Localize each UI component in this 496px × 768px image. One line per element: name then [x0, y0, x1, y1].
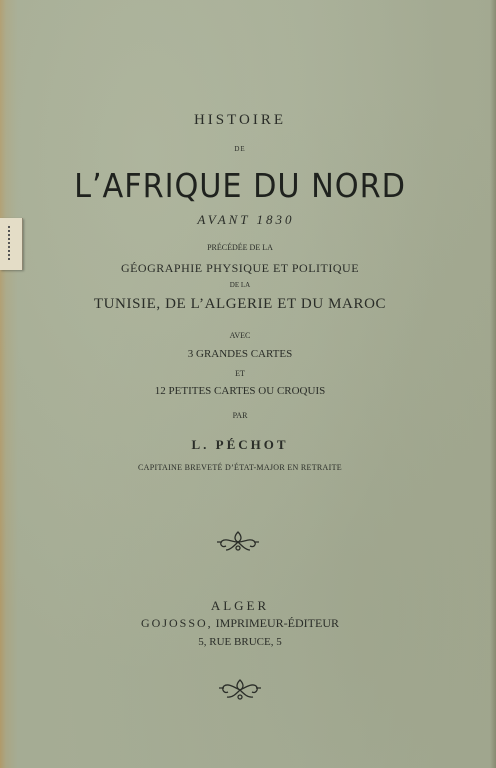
city-text: ALGER	[210, 598, 270, 613]
heading-de: DE	[234, 145, 246, 153]
publisher-name: GOJOSSO,	[140, 616, 213, 630]
preceded-text: PRÉCÉDÉE DE LA	[207, 243, 273, 252]
countries-text: TUNISIE, DE L’ALGERIE ET DU MAROC	[93, 296, 387, 312]
page-title: L’AFRIQUE DU NORD	[74, 166, 406, 205]
with-text: AVEC	[229, 331, 251, 340]
heading-histoire: HISTOIRE	[193, 112, 287, 128]
subtitle: AVANT 1830	[197, 212, 295, 227]
page-edge-shadow	[490, 0, 496, 768]
publisher-line	[0, 616, 480, 631]
floral-ornament-icon	[214, 528, 262, 556]
small-maps-text: 12 PETITES CARTES OU CROQUIS	[154, 385, 326, 397]
author-name: L. PÉCHOT	[191, 437, 289, 452]
author-title: CAPITAINE BREVETÉ D’ÉTAT-MAJOR EN RETRAITE	[138, 463, 342, 472]
publisher-role: IMPRIMEUR-ÉDITEUR	[215, 616, 339, 630]
large-maps-text: 3 GRANDES CARTES	[187, 348, 293, 360]
by-text: PAR	[232, 411, 248, 420]
floral-ornament-icon	[217, 675, 263, 703]
geography-text: GÉOGRAPHIE PHYSIQUE ET POLITIQUE	[120, 261, 360, 275]
and-text: ET	[235, 369, 245, 378]
of-the-text: DE LA	[229, 281, 251, 289]
address-text: 5, RUE BRUCE, 5	[198, 636, 282, 648]
